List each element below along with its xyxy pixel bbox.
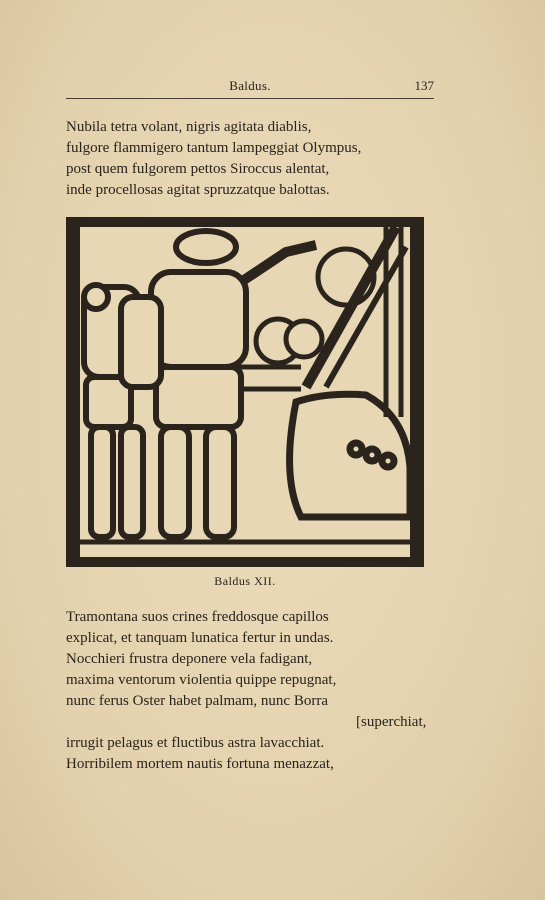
verse-line: Tramontana suos crines freddosque capillos [66,609,329,625]
verse-stanza-2 [66,607,446,775]
running-title: Baldus. [229,78,271,93]
verse-line: nunc ferus Oster habet palmam, nunc Borra [66,693,328,709]
verse-line: inde procellosas agitat spruzzatque balottas. [66,182,330,198]
verse-stanza-1 [66,117,446,201]
woodcut-illustration [66,217,424,567]
verse-line: Nubila tetra volant, nigris agitata diablis, [66,119,312,135]
verse-line: explicat, et tanquam lunatica fertur in undas. [66,630,334,646]
verse-line: irrugit pelagus et fluctibus astra lavacchiat. [66,735,325,751]
running-header [66,76,434,99]
verse-line: post quem fulgorem pettos Siroccus alentat, [66,161,330,177]
verse-line: Nocchieri frustra deponere vela fadigant, [66,651,313,667]
page-number: 137 [414,78,434,93]
illustration-caption: Baldus XII. [214,574,276,588]
verse-line: Horribilem mortem nautis fortuna menazzat, [66,756,334,772]
verse-line: maxima ventorum violentia quippe repugnat, [66,672,337,688]
verse-line-turnover: [superchiat, [356,714,427,730]
verse-line: fulgore flammigero tantum lampeggiat Olympus, [66,140,362,156]
